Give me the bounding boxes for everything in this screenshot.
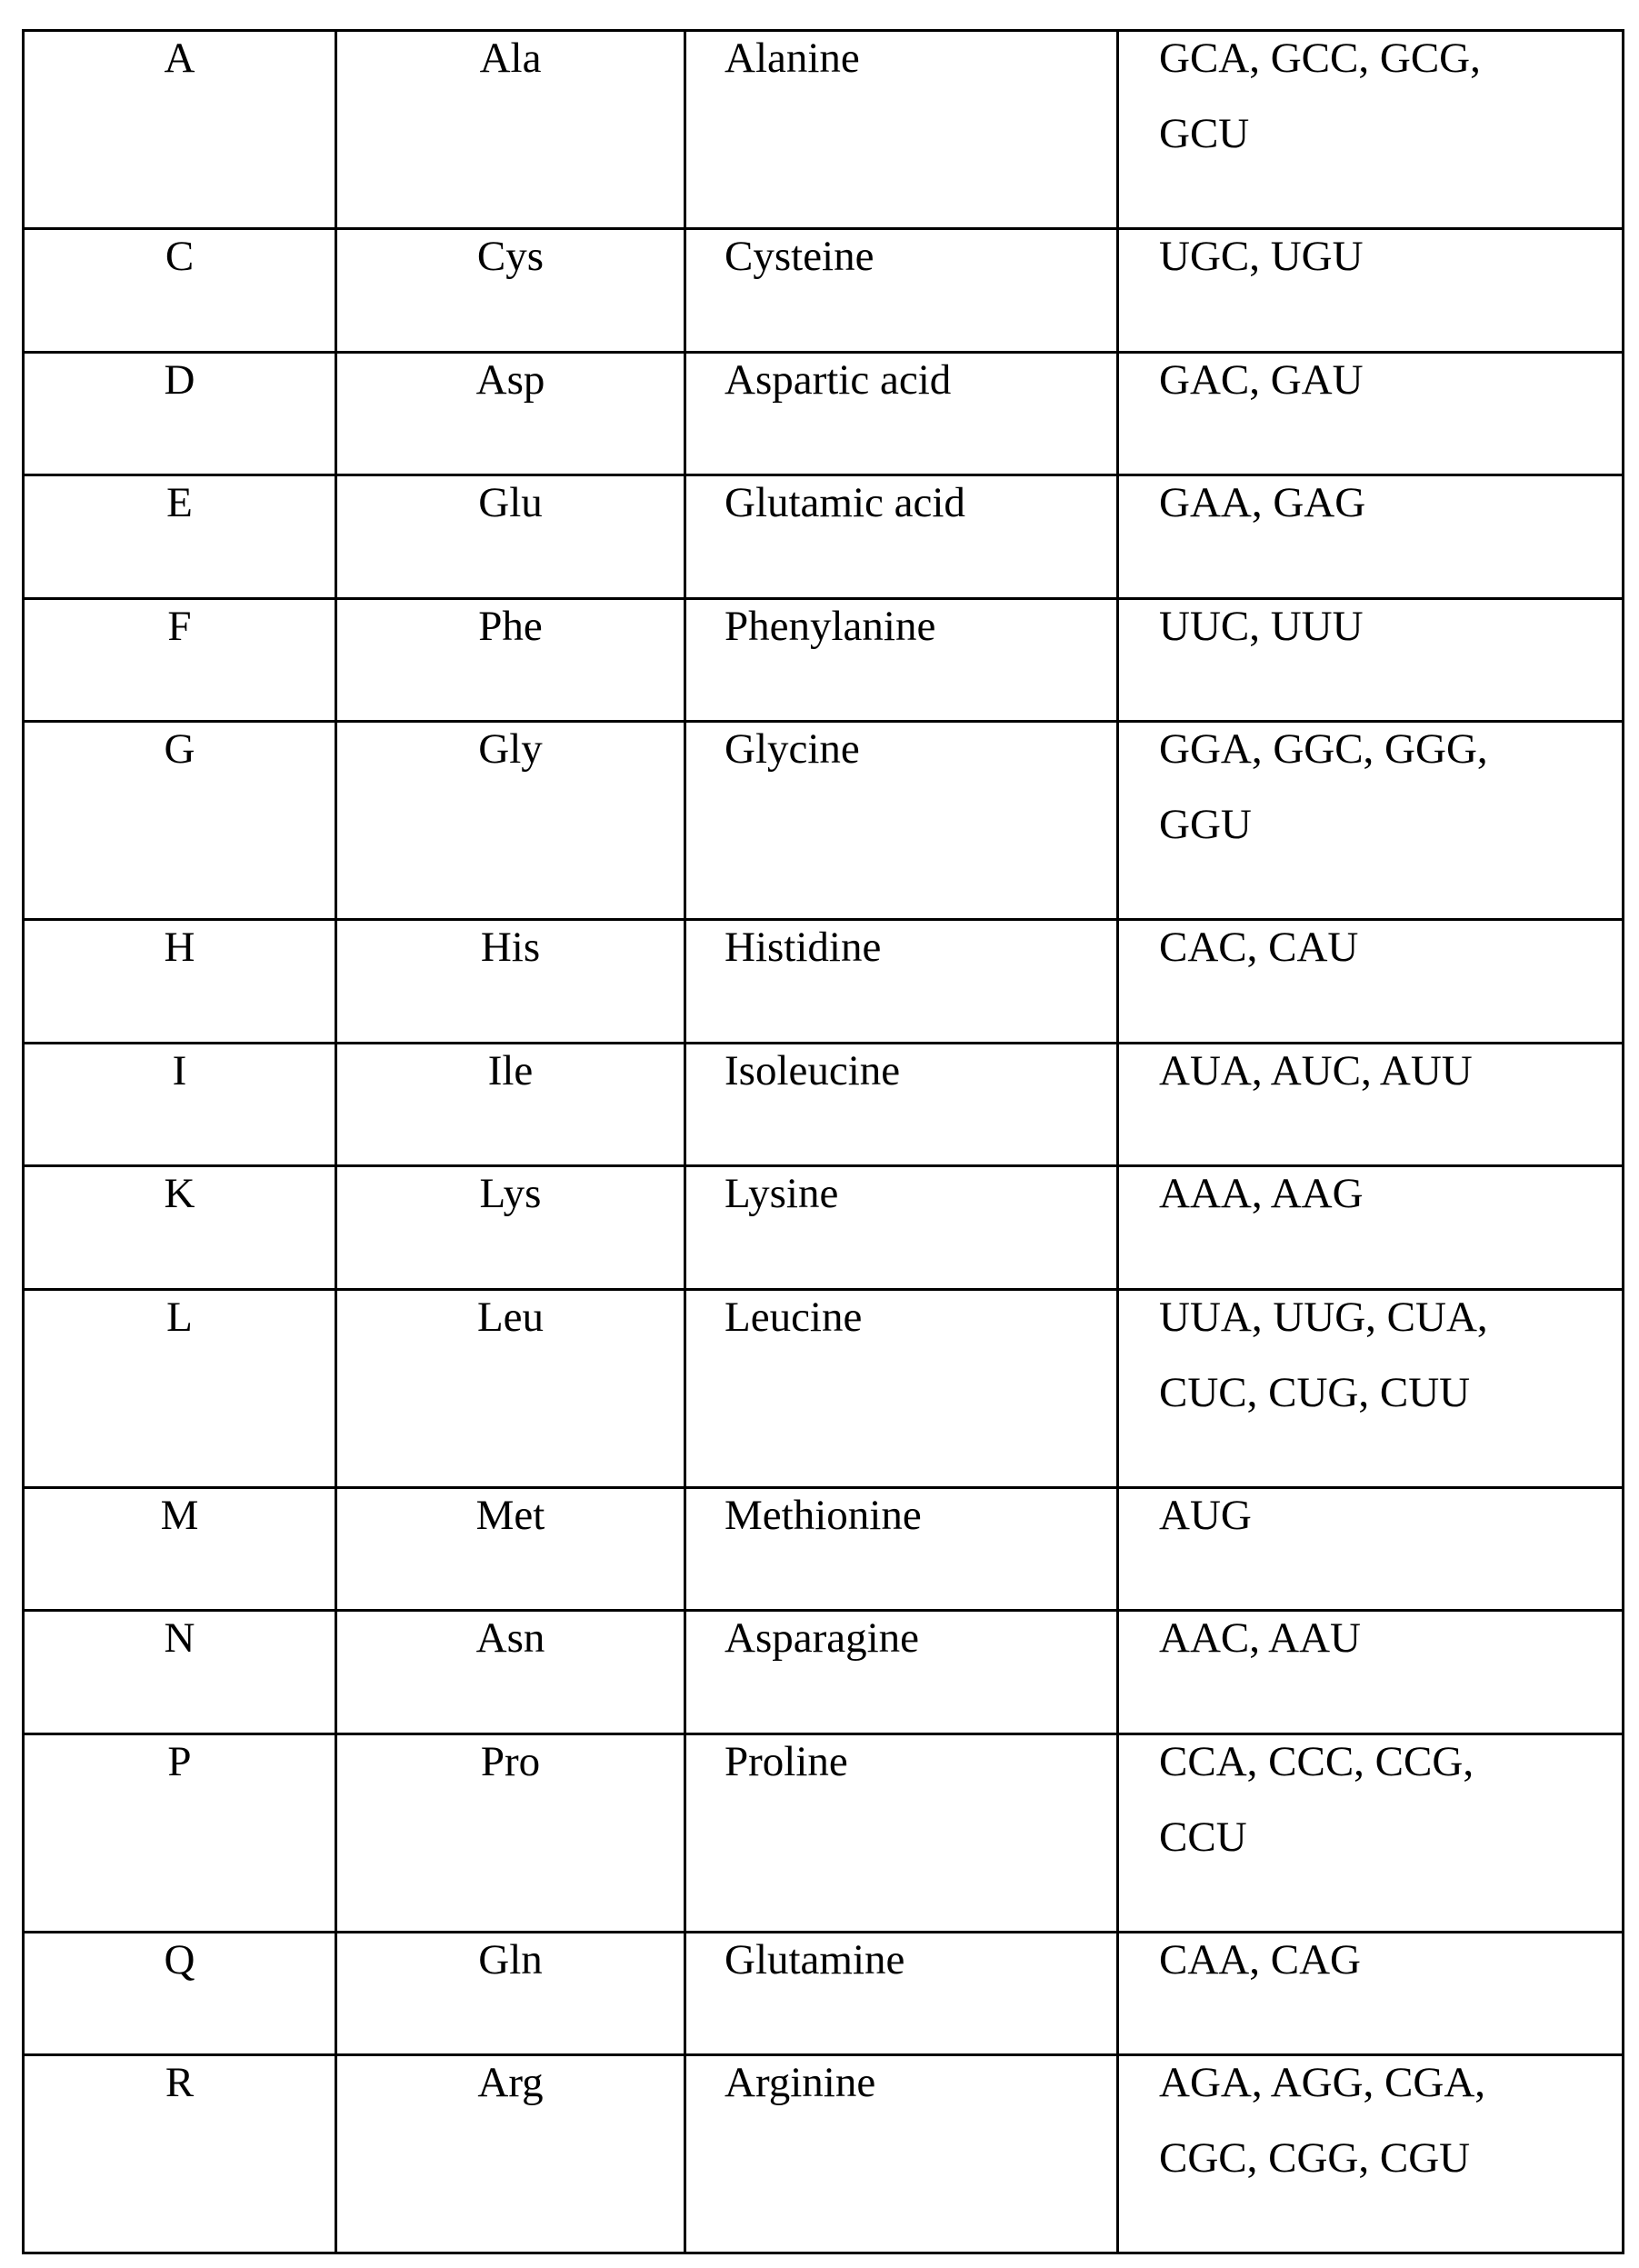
three-letter-code-cell: Pro: [336, 1733, 685, 1932]
amino-acid-name-cell: Cysteine: [685, 229, 1118, 353]
amino-acid-name-cell: Glutamine: [685, 1932, 1118, 2055]
three-letter-code-cell: His: [336, 920, 685, 1044]
three-letter-code-cell: Ala: [336, 31, 685, 229]
one-letter-code-cell: R: [24, 2055, 336, 2253]
table-row: [24, 1932, 1624, 2055]
amino-acid-name-cell: Lysine: [685, 1166, 1118, 1290]
table-row: [24, 31, 1624, 229]
amino-acid-name-cell: Aspartic acid: [685, 352, 1118, 475]
three-letter-code-cell: Asn: [336, 1611, 685, 1734]
table-row: [24, 352, 1624, 475]
codons-cell: GCA, GCC, GCG, GCU: [1118, 31, 1624, 229]
amino-acid-name-cell: Proline: [685, 1733, 1118, 1932]
three-letter-code-cell: Arg: [336, 2055, 685, 2253]
codons-cell: UUC, UUU: [1118, 598, 1624, 722]
three-letter-code-cell: Asp: [336, 352, 685, 475]
one-letter-code-cell: E: [24, 475, 336, 599]
one-letter-code-cell: P: [24, 1733, 336, 1932]
one-letter-code-cell: Q: [24, 1932, 336, 2055]
table-row: [24, 722, 1624, 920]
amino-acid-name-cell: Alanine: [685, 31, 1118, 229]
codons-cell: CAA, CAG: [1118, 1932, 1624, 2055]
one-letter-code-cell: D: [24, 352, 336, 475]
amino-acid-name-cell: Leucine: [685, 1289, 1118, 1487]
codons-cell: UUA, UUG, CUA, CUC, CUG, CUU: [1118, 1289, 1624, 1487]
three-letter-code-cell: Gly: [336, 722, 685, 920]
codons-cell: GAA, GAG: [1118, 475, 1624, 599]
table-row: [24, 1733, 1624, 1932]
table-body: [24, 31, 1624, 2253]
table-row: [24, 1487, 1624, 1611]
table-row: [24, 2055, 1624, 2253]
three-letter-code-cell: Met: [336, 1487, 685, 1611]
table-row: [24, 1611, 1624, 1734]
codons-cell: AAC, AAU: [1118, 1611, 1624, 1734]
one-letter-code-cell: L: [24, 1289, 336, 1487]
amino-acid-name-cell: Histidine: [685, 920, 1118, 1044]
codons-cell: CCA, CCC, CCG, CCU: [1118, 1733, 1624, 1932]
amino-acid-name-cell: Glycine: [685, 722, 1118, 920]
table-row: [24, 475, 1624, 599]
codons-cell: AGA, AGG, CGA, CGC, CGG, CGU: [1118, 2055, 1624, 2253]
one-letter-code-cell: H: [24, 920, 336, 1044]
codons-cell: GAC, GAU: [1118, 352, 1624, 475]
three-letter-code-cell: Leu: [336, 1289, 685, 1487]
codons-cell: CAC, CAU: [1118, 920, 1624, 1044]
table-row: [24, 1043, 1624, 1166]
one-letter-code-cell: M: [24, 1487, 336, 1611]
codons-cell: AUA, AUC, AUU: [1118, 1043, 1624, 1166]
amino-acid-name-cell: Glutamic acid: [685, 475, 1118, 599]
one-letter-code-cell: F: [24, 598, 336, 722]
codons-cell: AUG: [1118, 1487, 1624, 1611]
one-letter-code-cell: G: [24, 722, 336, 920]
three-letter-code-cell: Phe: [336, 598, 685, 722]
codons-cell: GGA, GGC, GGG, GGU: [1118, 722, 1624, 920]
table-row: [24, 920, 1624, 1044]
three-letter-code-cell: Glu: [336, 475, 685, 599]
amino-acid-codon-table: [22, 29, 1624, 2254]
table-row: [24, 598, 1624, 722]
codons-cell: UGC, UGU: [1118, 229, 1624, 353]
table-row: [24, 229, 1624, 353]
table-row: [24, 1289, 1624, 1487]
three-letter-code-cell: Lys: [336, 1166, 685, 1290]
three-letter-code-cell: Gln: [336, 1932, 685, 2055]
three-letter-code-cell: Ile: [336, 1043, 685, 1166]
one-letter-code-cell: K: [24, 1166, 336, 1290]
one-letter-code-cell: N: [24, 1611, 336, 1734]
amino-acid-name-cell: Isoleucine: [685, 1043, 1118, 1166]
table-row: [24, 1166, 1624, 1290]
codons-cell: AAA, AAG: [1118, 1166, 1624, 1290]
amino-acid-name-cell: Methionine: [685, 1487, 1118, 1611]
amino-acid-name-cell: Arginine: [685, 2055, 1118, 2253]
one-letter-code-cell: C: [24, 229, 336, 353]
one-letter-code-cell: A: [24, 31, 336, 229]
three-letter-code-cell: Cys: [336, 229, 685, 353]
one-letter-code-cell: I: [24, 1043, 336, 1166]
amino-acid-name-cell: Phenylanine: [685, 598, 1118, 722]
amino-acid-name-cell: Asparagine: [685, 1611, 1118, 1734]
